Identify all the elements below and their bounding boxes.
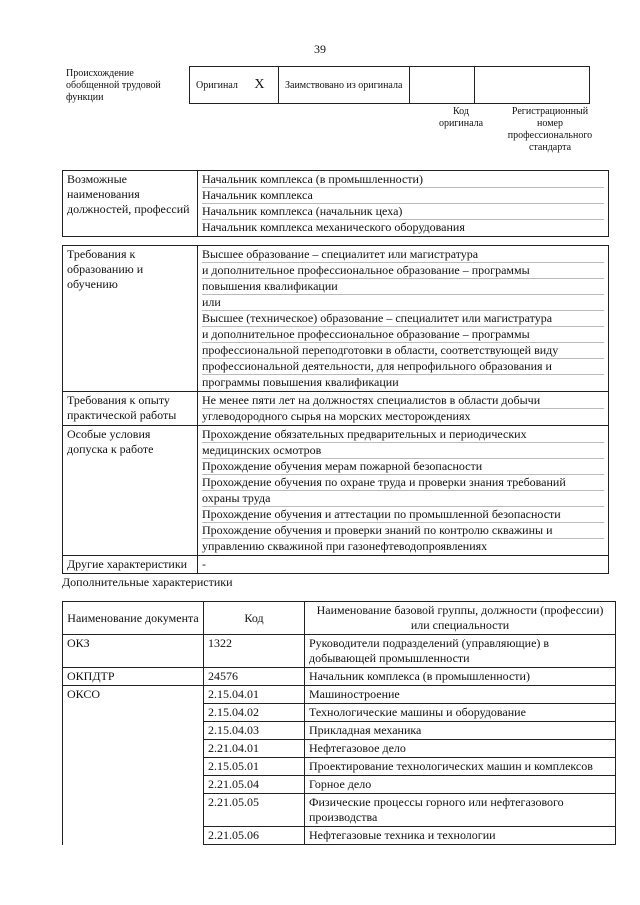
text-line: управлению скважиной при газонефтеводопроявлениях [202, 539, 488, 553]
text-line: и дополнительное профессиональное образование – программы [202, 263, 604, 279]
code-cell: 2.21.05.05 [204, 794, 305, 827]
text-line: углеводородного сырья на морских месторождениях [202, 409, 471, 423]
code-cell: 1322 [204, 635, 305, 668]
origin-reg-cell [475, 67, 590, 104]
position-item: Начальник комплекса (начальник цеха) [202, 204, 604, 220]
text-line: повышения квалификации [202, 279, 604, 295]
reg-number-caption: Регистрационный номер профессионального стандарта [507, 106, 593, 153]
text-line: Не менее пяти лет на должностях специалистов в области добычи [202, 393, 604, 409]
origin-mark: X [254, 77, 265, 92]
document-cell [63, 740, 204, 758]
table-row [63, 827, 616, 845]
origin-table [189, 66, 590, 104]
document-cell [63, 722, 204, 740]
table-row [63, 635, 616, 668]
name-cell: Технологические машины и оборудование [305, 704, 616, 722]
requirements-table [62, 245, 609, 574]
text-line: Прохождение обучения мерам пожарной безопасности [202, 459, 604, 475]
positions-list [198, 171, 609, 237]
text-line: Прохождение обучения и аттестации по промышленной безопасности [202, 507, 604, 523]
document-cell [63, 827, 204, 845]
document-cell: ОКЗ [63, 635, 204, 668]
text-line: Прохождение обязательных предварительных и периодических [202, 427, 604, 443]
name-cell: Нефтегазовые техника и технологии [305, 827, 616, 845]
table-row [63, 668, 616, 686]
code-cell: 2.21.05.06 [204, 827, 305, 845]
text-line: - [202, 557, 206, 571]
document-cell [63, 794, 204, 827]
code-cell: 2.21.04.01 [204, 740, 305, 758]
table-row [63, 758, 616, 776]
text-line: или [202, 295, 604, 311]
table-row [63, 722, 616, 740]
document-cell: ОКСО [63, 686, 204, 704]
requirement-label: Особые условия допуска к работе [63, 426, 198, 556]
name-cell: Руководители подразделений (управляющие) в добывающей промышленности [305, 635, 616, 668]
column-header: Код [204, 602, 305, 635]
column-header: Наименование документа [63, 602, 204, 635]
name-cell: Нефтегазовое дело [305, 740, 616, 758]
position-item: Начальник комплекса механического оборудования [202, 220, 465, 234]
table-row [63, 740, 616, 758]
table-row [63, 686, 616, 704]
name-cell: Прикладная механика [305, 722, 616, 740]
additional-table [62, 601, 616, 845]
section-title: Дополнительные характеристики [62, 575, 233, 589]
requirement-text [198, 246, 609, 392]
code-cell: 2.21.05.04 [204, 776, 305, 794]
text-line: Прохождение обучения по охране труда и проверки знания требований [202, 475, 604, 491]
table-row [63, 704, 616, 722]
positions-table [62, 170, 609, 237]
requirement-text [198, 392, 609, 426]
table-row [63, 776, 616, 794]
origin-original-label: Оригинал [196, 80, 238, 91]
document-cell [63, 776, 204, 794]
positions-label: Возможные наименования должностей, профессий [63, 171, 198, 237]
code-cell: 2.15.04.03 [204, 722, 305, 740]
additional-table-body [63, 635, 616, 845]
code-cell: 2.15.04.01 [204, 686, 305, 704]
text-line: охраны труда [202, 491, 604, 507]
requirement-row-experience [63, 392, 609, 426]
text-line: профессиональной деятельности, для непрофильного образования и [202, 359, 604, 375]
document-cell: ОКПДТР [63, 668, 204, 686]
text-line: Высшее образование – специалитет или магистратура [202, 247, 604, 263]
text-line: профессиональной переподготовки в области, соответствующей виду [202, 343, 604, 359]
code-cell: 2.15.05.01 [204, 758, 305, 776]
origin-label: Происхождение обобщенной трудовой функции [66, 68, 161, 103]
requirement-row-education [63, 246, 609, 392]
code-cell: 2.15.04.02 [204, 704, 305, 722]
code-cell: 24576 [204, 668, 305, 686]
text-line: Высшее (техническое) образование – специалитет или магистратура [202, 311, 604, 327]
document-cell [63, 758, 204, 776]
name-cell: Машиностроение [305, 686, 616, 704]
origin-original-cell [190, 67, 279, 104]
requirement-label: Требования к образованию и обучению [63, 246, 198, 392]
text-line: медицинских осмотров [202, 443, 604, 459]
requirement-label: Требования к опыту практической работы [63, 392, 198, 426]
requirement-row-other [63, 556, 609, 574]
name-cell: Физические процессы горного или нефтегазового производства [305, 794, 616, 827]
name-cell: Проектирование технологических машин и комплексов [305, 758, 616, 776]
table-header-row [63, 602, 616, 635]
page-number: 39 [314, 42, 326, 56]
text-line: и дополнительное профессиональное образование – программы [202, 327, 604, 343]
requirement-label: Другие характеристики [63, 556, 198, 574]
requirement-row-admission [63, 426, 609, 556]
origin-code-cell [410, 67, 475, 104]
name-cell: Начальник комплекса (в промышленности) [305, 668, 616, 686]
position-item: Начальник комплекса (в промышленности) [202, 172, 604, 188]
origin-borrowed-cell: Заимствовано из оригинала [279, 67, 410, 104]
document-cell [63, 704, 204, 722]
name-cell: Горное дело [305, 776, 616, 794]
table-row [63, 794, 616, 827]
code-caption: Код оригинала [438, 106, 484, 129]
column-header: Наименование базовой группы, должности (профессии) или специальности [305, 602, 616, 635]
position-item: Начальник комплекса [202, 188, 604, 204]
text-line: программы повышения квалификации [202, 375, 399, 389]
text-line: Прохождение обучения и проверки знаний по контролю скважины и [202, 523, 604, 539]
requirement-text [198, 556, 609, 574]
requirement-text [198, 426, 609, 556]
